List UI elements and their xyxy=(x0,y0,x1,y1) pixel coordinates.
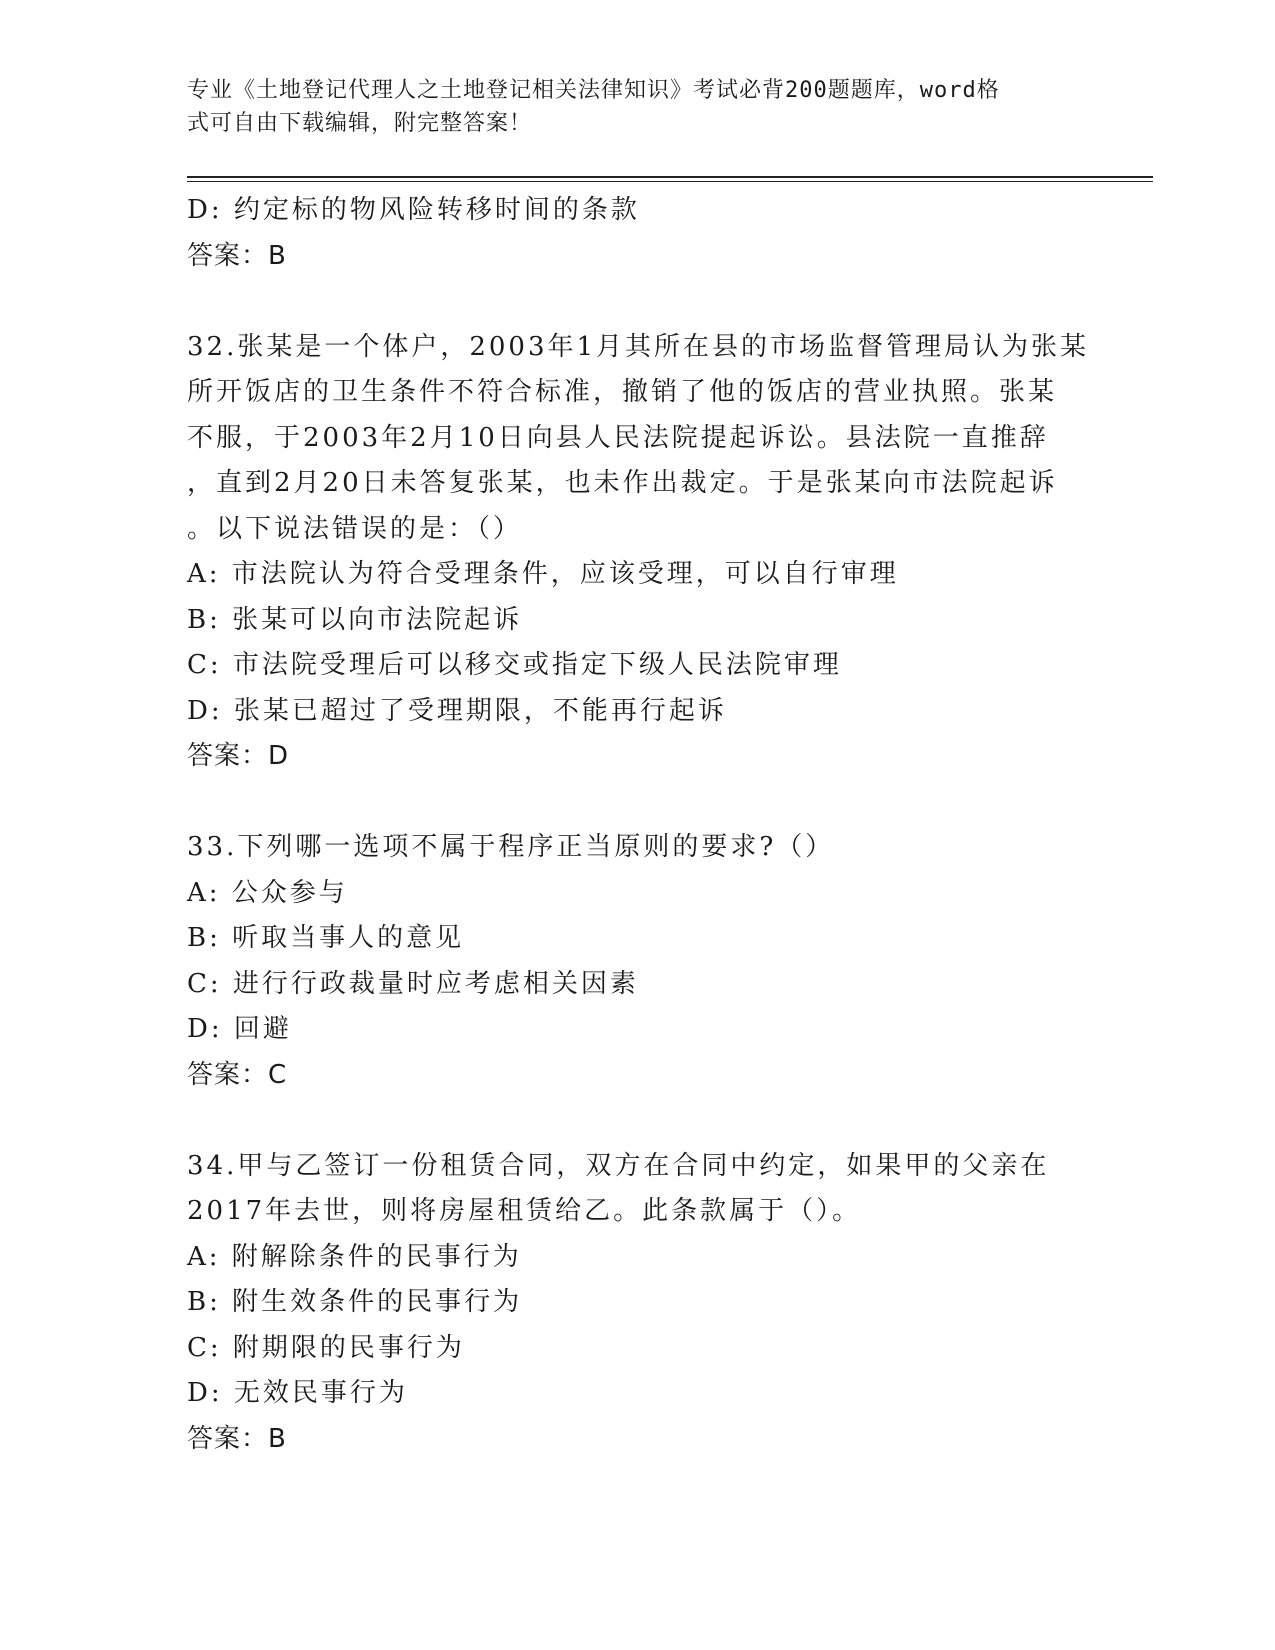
option-a: A: 附解除条件的民事行为 xyxy=(187,1241,522,1272)
question-text-line: 34.甲与乙签订一份租赁合同，双方在合同中约定，如果甲的父亲在 xyxy=(187,1150,1050,1181)
question-text-line: 。以下说法错误的是：（） xyxy=(187,513,523,544)
question-text-line: 2017年去世，则将房屋租赁给乙。此条款属于（）。 xyxy=(187,1196,862,1226)
option-d: D: 约定标的物风险转移时间的条款 xyxy=(187,195,640,225)
question-34 xyxy=(187,1144,1087,1463)
question-text-line: 所开饭店的卫生条件不符合标准，撤销了他的饭店的营业执照。张某 xyxy=(187,377,1058,407)
header-divider-thin xyxy=(187,181,1153,182)
option-a: A: 市法院认为符合受理条件，应该受理，可以自行审理 xyxy=(187,559,899,589)
option-b: B: 张某可以向市法院起诉 xyxy=(187,604,523,635)
header-divider-thick xyxy=(187,176,1153,178)
question-text-line: 不服，于2003年2月10日向县人民法院提起诉讼。县法院一直推辞 xyxy=(187,422,1049,453)
option-c: C: 附期限的民事行为 xyxy=(187,1332,465,1363)
option-d: D: 张某已超过了受理期限，不能再行起诉 xyxy=(187,695,727,726)
answer-line: 答案：C xyxy=(187,1059,288,1090)
header-title-line-2: 式可自由下载编辑，附完整答案！ xyxy=(187,111,533,136)
question-text-line: ，直到2月20日未答复张某，也未作出裁定。于是张某向市法院起诉 xyxy=(187,468,1058,498)
option-d: D: 无效民事行为 xyxy=(187,1378,408,1408)
option-b: B: 附生效条件的民事行为 xyxy=(187,1287,523,1317)
answer-line: 答案：D xyxy=(187,741,290,771)
option-c: C: 市法院受理后可以移交或指定下级人民法院审理 xyxy=(187,650,842,680)
answer-line: 答案：B xyxy=(187,240,287,271)
spacer xyxy=(187,1098,1087,1144)
option-d: D: 回避 xyxy=(187,1014,292,1044)
option-a: A: 公众参与 xyxy=(187,877,348,908)
question-text-line: 32.张某是一个体户，2003年1月其所在县的市场监督管理局认为张某 xyxy=(187,331,1090,362)
spacer xyxy=(187,780,1087,826)
header-title-line-1: 专业《土地登记代理人之土地登记相关法律知识》考试必背200题题库，word格 xyxy=(187,78,1000,103)
option-c: C: 进行行政裁量时应考虑相关因素 xyxy=(187,968,639,999)
question-text-line: 33.下列哪一选项不属于程序正当原则的要求?（） xyxy=(187,832,835,862)
previous-question-tail xyxy=(187,188,1087,279)
document-header xyxy=(187,74,1067,140)
spacer xyxy=(187,279,1087,325)
question-33 xyxy=(187,825,1087,1098)
option-b: B: 听取当事人的意见 xyxy=(187,923,465,953)
document-body xyxy=(187,188,1090,1462)
answer-line: 答案：B xyxy=(187,1423,287,1454)
question-32 xyxy=(187,325,1090,780)
